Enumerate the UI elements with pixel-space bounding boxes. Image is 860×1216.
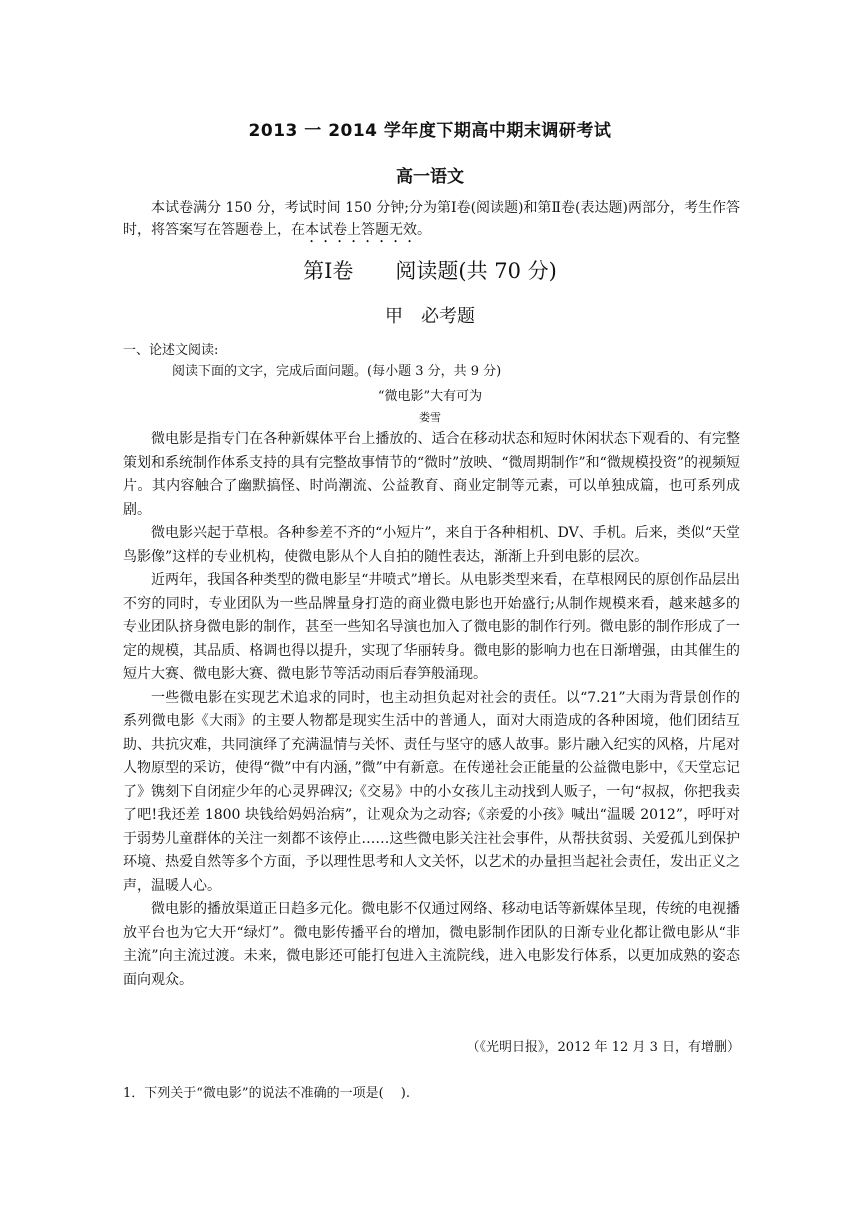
- question-instruction: 阅读下面的文字，完成后面问题。(每小题 3 分，共 9 分): [172, 364, 502, 379]
- intro-emphasis: 本试卷上答题无效: [305, 222, 417, 238]
- question-1: 1．下列关于“微电影”的说法不准确的一项是( ).: [123, 1086, 410, 1101]
- exam-title: 2013 一 2014 学年度下期高中期末调研考试: [248, 121, 612, 141]
- question-group-heading: 一、论述文阅读:: [123, 343, 219, 358]
- exam-intro: [123, 197, 740, 246]
- article-author: 娄雪: [419, 411, 441, 424]
- intro-text-end: 。: [417, 222, 431, 238]
- article-paragraph: 一些微电影在实现艺术追求的同时，也主动担负起对社会的责任。以“7.21”大雨为背景创作的系列微电影《大雨》的主要人物都是现实生活中的普通人，面对大雨造成的各种困境，他们团结互助、共抗灾难，共同演绎了充满温情与关怀、责任与坚守的感人故事。影片融入纪实的风格，片尾对人物原型的采访，使得“微”中有内涵，”微”中有新意。在传递社会正能量的公益微电影中，《天堂忘记了》镌刻下自闭症少年的心灵界碑汉;《交易》中的小女孩儿主动找到人贩子，一句“叔叔，你把我卖了吧!我还差 1800 块钱给妈妈治病”，让观众为之动容;《亲爱的小孩》喊出“温暖 2012”，呼吁对于弱势儿童群体的关注一刻都不该停止……这些微电影关注社会事件，从帮扶贫弱、关爱孤儿到保护环境、热爱自然等多个方面，予以理性思考和人文关怀，以艺术的办量担当起社会责任，发出正义之声，温暖人心。: [123, 689, 740, 894]
- intro-text: 本试卷满分 150 分，考试时间 150 分钟;分为第Ⅰ卷(阅读题)和第Ⅱ卷(表达题)两部分，考生作答时，将答案写在答题卷上，在: [123, 200, 740, 238]
- article-paragraph: 微电影的播放渠道正日趋多元化。微电影不仅通过网络、移动电话等新媒体呈现，传统的电视播放平台也为它大开“绿灯”。微电影传播平台的增加，微电影制作团队的日渐专业化都让微电影从“非主流”向主流过渡。未来，微电影还可能打包进入主流院线，进入电影发行体系，以更加成熟的姿态面向观众。: [123, 901, 740, 988]
- article-paragraph: 微电影兴起于草根。各种参差不齐的“小短片”，来自于各种相机、DV、手机。后来，类似“天堂鸟影像”这样的专业机构，使微电影从个人自拍的随性表达，渐渐上升到电影的层次。: [123, 525, 740, 565]
- part-title: 甲 必考题: [385, 306, 475, 327]
- article-paragraph: 微电影是指专门在各种新媒体平台上播放的、适合在移动状态和短时休闲状态下观看的、有完整策划和系统制作体系支持的具有完整故事情节的“微时”放映、“微周期制作”和“微规模投资”的视频短片。其内容触合了幽默搞怪、时尚潮流、公益教育、商业定制等元素，可以单独成篇，也可系列成剧。: [123, 431, 740, 518]
- article-body: [123, 428, 740, 992]
- subject-title: 高一语文: [396, 167, 464, 187]
- article-title: “微电影”大有可为: [377, 389, 483, 404]
- section-title: 第Ⅰ卷 阅读题(共 70 分): [303, 259, 557, 283]
- article-paragraph: 近两年，我国各种类型的微电影呈“井喷式”增长。从电影类型来看，在草根网民的原创作品层出不穷的同时，专业团队为一些品牌量身打造的商业微电影也开始盛行;从制作规模来看，越来越多的专业团队挤身微电影的制作，甚至一些知名导演也加入了微电影的制作行列。微电影的制作形成了一定的规模，其品质、格调也得以提升，实现了华丽转身。微电影的影响力也在日渐增强，由其催生的短片大赛、微电影大赛、微电影节等活动雨后春笋般涌现。: [123, 572, 740, 682]
- article-source: （《光明日报》，2012 年 12 月 3 日，有增删）: [466, 1040, 740, 1055]
